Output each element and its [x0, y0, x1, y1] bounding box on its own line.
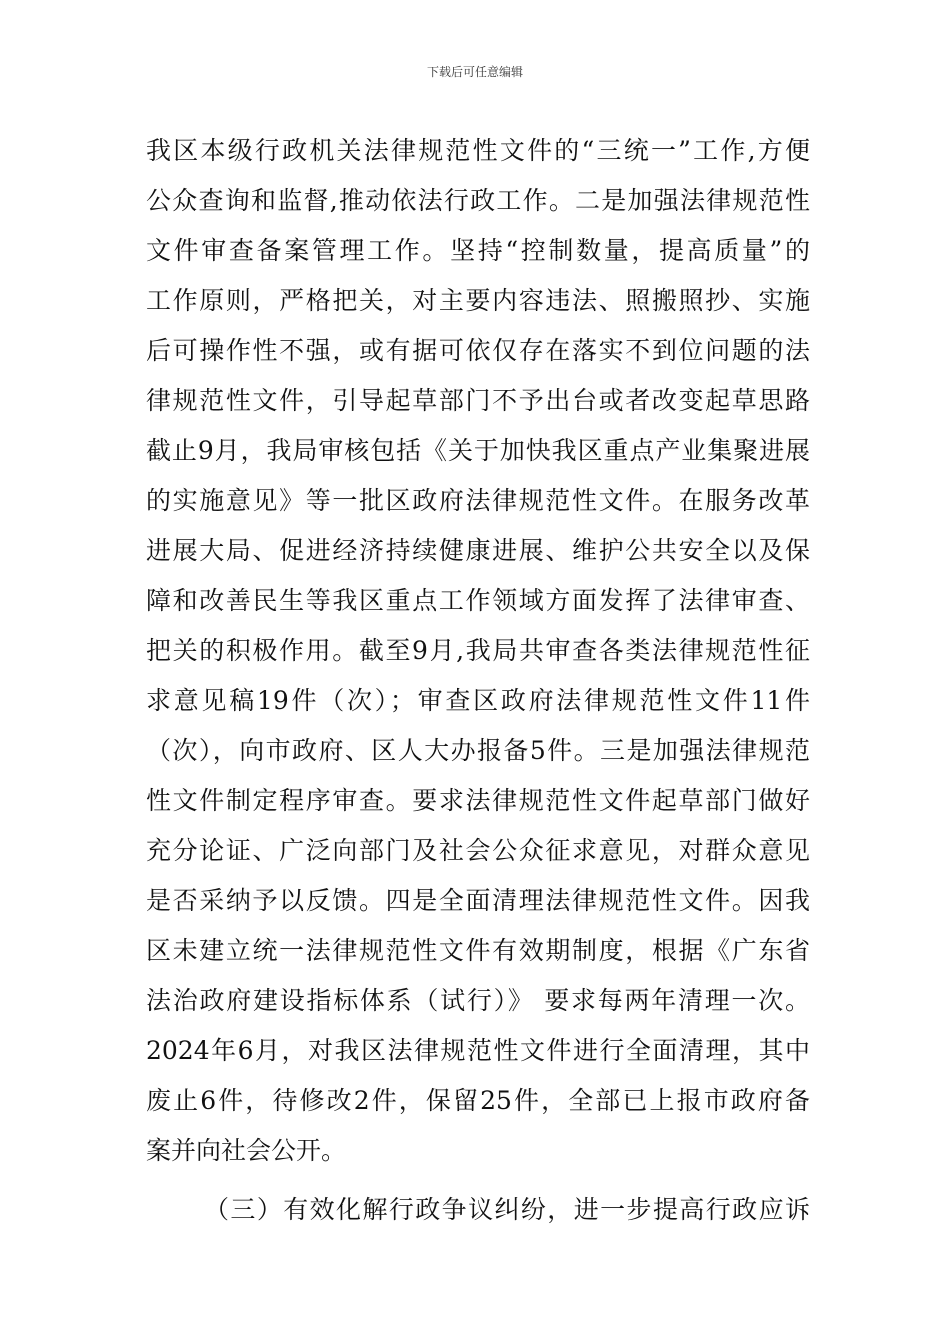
text-line: 案并向社会公开。: [146, 1136, 347, 1165]
text-line: 充分论证、广泛向部门及社会公众征求意见，对群众意见: [146, 836, 810, 865]
paragraph-1: [146, 126, 810, 1176]
text-line: 区未建立统一法律规范性文件有效期制度，根据《广东省: [146, 936, 810, 965]
text-line: 的实施意见》等一批区政府法律规范性文件。在服务改革: [146, 486, 810, 515]
text-line: 后可操作性不强，或有据可依仅存在落实不到位问题的法: [146, 336, 810, 365]
text-line: 废止6件，待修改2件，保留25件，全部已上报市政府备: [146, 1086, 810, 1115]
text-line: 2024年6月，对我区法律规范性文件进行全面清理，其中: [146, 1036, 810, 1065]
text-line: 截止9月，我局审核包括《关于加快我区重点产业集聚进展: [146, 436, 810, 465]
text-line: 障和改善民生等我区重点工作领域方面发挥了法律审查、: [146, 586, 810, 615]
paragraph-spacer: [146, 1176, 810, 1185]
text-line: 律规范性文件，引导起草部门不予出台或者改变起草思路: [146, 386, 810, 415]
text-line: （次），向市政府、区人大办报备5件。三是加强法律规范: [146, 736, 810, 765]
text-line: 进展大局、促进经济持续健康进展、维护公共安全以及保: [146, 536, 810, 565]
page-header: 下载后可任意编辑: [426, 65, 523, 79]
document-body: [146, 126, 810, 1235]
text-line: 是否采纳予以反馈。四是全面清理法律规范性文件。因我: [146, 886, 810, 915]
section-heading-line: （三）有效化解行政争议纠纷，进一步提高行政应诉: [204, 1195, 810, 1224]
text-line: 文件审查备案管理工作。坚持“控制数量，提高质量”的: [146, 236, 810, 265]
paragraph-2: [146, 1185, 810, 1235]
text-line: 公众查询和监督,推动依法行政工作。二是加强法律规范性: [146, 186, 810, 215]
text-line: 工作原则，严格把关，对主要内容违法、照搬照抄、实施: [146, 286, 810, 315]
text-line: 性文件制定程序审查。要求法律规范性文件起草部门做好: [146, 786, 810, 815]
text-line: 把关的积极作用。截至9月,我局共审查各类法律规范性征: [146, 636, 810, 665]
text-line: 求意见稿19件（次）；审查区政府法律规范性文件11件: [146, 686, 810, 715]
text-line: 法治政府建设指标体系（试行）》 要求每两年清理一次。: [146, 986, 810, 1015]
text-line: 我区本级行政机关法律规范性文件的“三统一”工作,方便: [146, 136, 810, 165]
